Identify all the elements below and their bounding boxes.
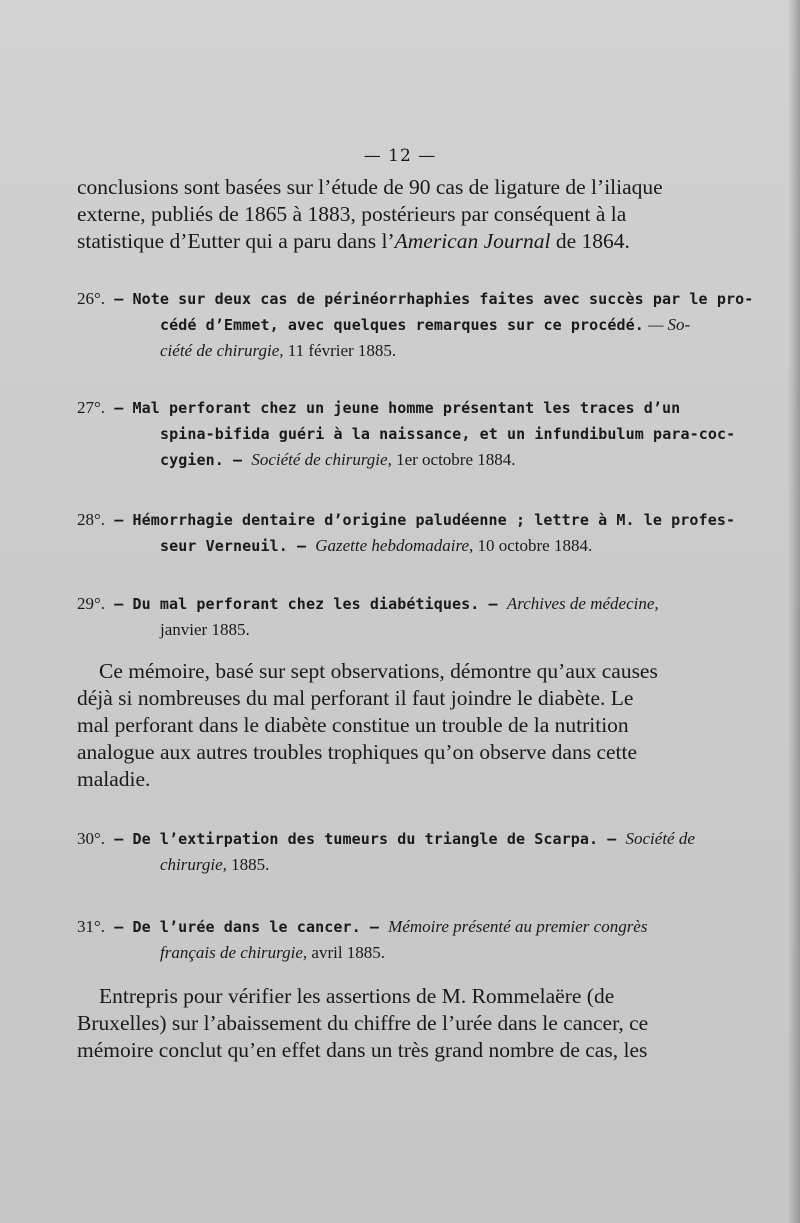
entry-date: janvier 1885. — [160, 620, 250, 639]
entry-number: 28°. — [77, 510, 106, 529]
bibliography-entry-28 — [77, 507, 736, 559]
entry-source: Archives de médecine, — [506, 594, 659, 613]
paragraph-line: Entrepris pour vérifier les assertions de M. Rommelaëre (de — [99, 984, 615, 1008]
journal-title: American Journal — [394, 229, 551, 253]
intro-line: externe, publiés de 1865 à 1883, postérieurs par conséquent à la — [77, 202, 627, 226]
entry-date: 11 février 1885. — [283, 341, 397, 360]
intro-line: conclusions sont basées sur l’étude de 90 cas de ligature de l’iliaque — [77, 175, 663, 199]
entry-title: — De l’urée dans le cancer. — — [105, 918, 389, 936]
entry-date: 10 octobre 1884. — [473, 536, 593, 555]
entry-number: 26°. — [77, 289, 106, 308]
entry-number: 30°. — [77, 829, 106, 848]
entry-source: Gazette hebdomadaire, — [315, 536, 474, 555]
paragraph-line: maladie. — [77, 767, 151, 791]
entry-date: 1885. — [226, 855, 270, 874]
entry-title: — Note sur deux cas de périnéorrhaphies faites avec succès par le pro- — [105, 290, 754, 308]
page-edge-shadow — [788, 0, 800, 1223]
entry-title: spina-bifida guéri à la naissance, et un infundibulum para-coc- — [160, 425, 736, 443]
entry-title: — Hémorrhagie dentaire d’origine paludéenne ; lettre à M. le profes- — [105, 511, 736, 529]
entry-date: 1er octobre 1884. — [391, 450, 516, 469]
entry-title: seur Verneuil. — — [160, 537, 316, 555]
bibliography-entry-26 — [77, 286, 754, 364]
entry-number: 31°. — [77, 917, 106, 936]
bibliography-entry-31 — [77, 914, 710, 966]
bibliography-entry-27 — [77, 395, 736, 473]
entry-title: — Du mal perforant chez les diabétiques. — — [105, 595, 507, 613]
entry-date: avril 1885. — [307, 943, 386, 962]
entry-source: Société de — [625, 829, 695, 848]
summary-paragraph-29 — [77, 658, 710, 793]
entry-title: — De l’extirpation des tumeurs du triangle de Scarpa. — — [105, 830, 626, 848]
paragraph-line: mémoire conclut qu’en effet dans un très grand nombre de cas, les — [77, 1038, 648, 1062]
paragraph-line: Bruxelles) sur l’abaissement du chiffre de l’urée dans le cancer, ce — [77, 1011, 649, 1035]
entry-source: français de chirurgie, — [160, 943, 308, 962]
bibliography-entry-30 — [77, 826, 710, 878]
entry-source: Mémoire présenté au premier congrès — [388, 917, 648, 936]
entry-number: 29°. — [77, 594, 106, 613]
paragraph-line: Ce mémoire, basé sur sept observations, démontre qu’aux causes — [99, 659, 658, 683]
summary-paragraph-31 — [77, 983, 710, 1064]
page-number: — 12 — — [363, 146, 437, 166]
entry-source: Société de chirurgie, — [251, 450, 392, 469]
paragraph-line: mal perforant dans le diabète constitue un trouble de la nutrition — [77, 713, 629, 737]
entry-source: — So- — [643, 315, 691, 334]
intro-paragraph — [77, 174, 710, 255]
entry-source: ciété de chirurgie, — [160, 341, 284, 360]
entry-title: cygien. — — [160, 451, 252, 469]
bibliography-entry-29 — [77, 591, 710, 643]
paragraph-line: déjà si nombreuses du mal perforant il faut joindre le diabète. Le — [77, 686, 634, 710]
entry-title: — Mal perforant chez un jeune homme présentant les traces d’un — [105, 399, 681, 417]
intro-line: statistique d’Eutter qui a paru dans l’American Journal de 1864. — [77, 229, 630, 253]
paragraph-line: analogue aux autres troubles trophiques qu’on observe dans cette — [77, 740, 638, 764]
entry-source: chirurgie, — [160, 855, 227, 874]
entry-title: cédé d’Emmet, avec quelques remarques sur ce procédé. — [160, 316, 644, 334]
entry-number: 27°. — [77, 398, 106, 417]
